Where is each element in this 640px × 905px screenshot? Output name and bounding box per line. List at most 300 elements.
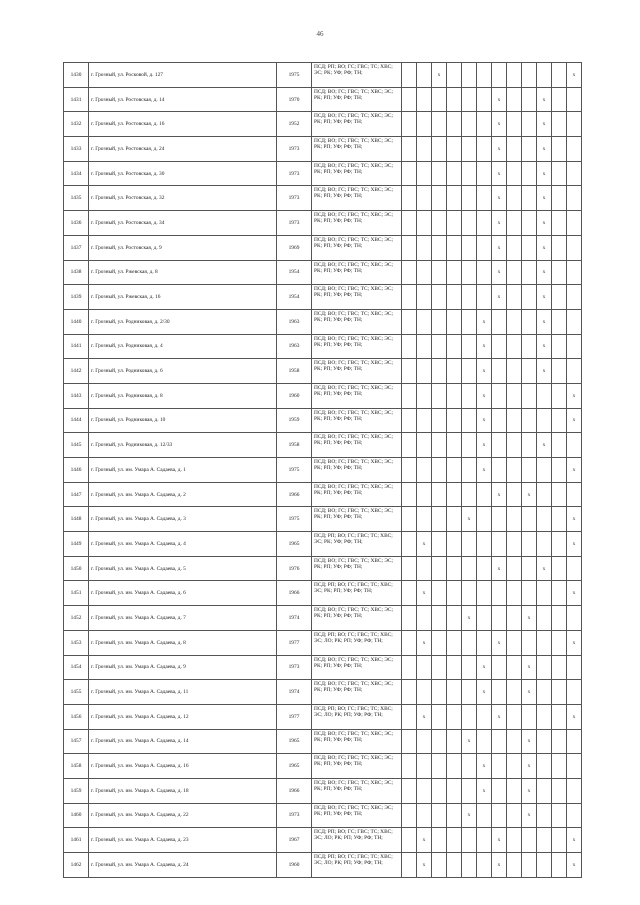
- mark-cell: [432, 458, 447, 483]
- mark-cell: [537, 606, 552, 631]
- mark-cell: [567, 359, 582, 384]
- mark-cell: [402, 556, 417, 581]
- mark-cell: [507, 803, 522, 828]
- address-cell: г. Грозный, ул. им. Умара А. Садаева, д. 18: [89, 778, 277, 803]
- mark-cell: [522, 458, 537, 483]
- mark-cell: х: [492, 211, 507, 236]
- mark-cell: [477, 532, 492, 557]
- systems-cell: ПСД; РП; ВО; ГС; ГВС; ТС; ХВС; ЭС; ЛО; РК; РП; УФ; РФ; ТН;: [312, 630, 402, 655]
- mark-cell: [432, 853, 447, 878]
- systems-cell: ПСД; РП; ВО; ГС; ГВС; ТС; ХВС; ЭС; ЛО; РК; РП; УФ; РФ; ТН;: [312, 853, 402, 878]
- mark-cell: [552, 803, 567, 828]
- mark-cell: х: [492, 285, 507, 310]
- mark-cell: [552, 828, 567, 853]
- mark-cell: [477, 828, 492, 853]
- mark-cell: [432, 828, 447, 853]
- mark-cell: х: [537, 359, 552, 384]
- mark-cell: [402, 532, 417, 557]
- mark-cell: [462, 186, 477, 211]
- address-cell: г. Грозный, ул. Родниковая, д. 2/30: [89, 309, 277, 334]
- mark-cell: [537, 655, 552, 680]
- mark-cell: х: [522, 803, 537, 828]
- mark-cell: [402, 458, 417, 483]
- mark-cell: [447, 754, 462, 779]
- mark-cell: [462, 260, 477, 285]
- mark-cell: [537, 532, 552, 557]
- mark-cell: [417, 63, 432, 88]
- mark-cell: [402, 408, 417, 433]
- mark-cell: [507, 235, 522, 260]
- mark-cell: х: [417, 704, 432, 729]
- table-row: [64, 606, 582, 631]
- mark-cell: х: [477, 433, 492, 458]
- mark-cell: [402, 137, 417, 162]
- mark-cell: [507, 458, 522, 483]
- mark-cell: х: [567, 581, 582, 606]
- mark-cell: [537, 729, 552, 754]
- mark-cell: [402, 778, 417, 803]
- mark-cell: [507, 87, 522, 112]
- mark-cell: х: [567, 408, 582, 433]
- mark-cell: [402, 482, 417, 507]
- address-cell: г. Грозный, ул. им. Умара А. Садаева, д. 2: [89, 482, 277, 507]
- mark-cell: [447, 482, 462, 507]
- mark-cell: х: [462, 507, 477, 532]
- mark-cell: [537, 482, 552, 507]
- mark-cell: [507, 112, 522, 137]
- mark-cell: [432, 285, 447, 310]
- table-row: [64, 556, 582, 581]
- mark-cell: [447, 359, 462, 384]
- mark-cell: [462, 630, 477, 655]
- table-row: [64, 680, 582, 705]
- mark-cell: [477, 606, 492, 631]
- address-cell: г. Грозный, ул. им. Умара А. Садаева, д. 3: [89, 507, 277, 532]
- mark-cell: х: [492, 87, 507, 112]
- mark-cell: х: [417, 853, 432, 878]
- mark-cell: [447, 655, 462, 680]
- mark-cell: [402, 828, 417, 853]
- mark-cell: [507, 853, 522, 878]
- mark-cell: х: [537, 87, 552, 112]
- mark-cell: [462, 408, 477, 433]
- mark-cell: [402, 803, 417, 828]
- mark-cell: [552, 853, 567, 878]
- mark-cell: [447, 803, 462, 828]
- mark-cell: х: [567, 630, 582, 655]
- mark-cell: [567, 211, 582, 236]
- mark-cell: [567, 433, 582, 458]
- mark-cell: [447, 285, 462, 310]
- table-row: [64, 458, 582, 483]
- mark-cell: х: [567, 828, 582, 853]
- systems-cell: ПСД; ВО; ГС; ГВС; ТС; ХВС; ЭС; РК; РП; УФ; РФ; ТН;: [312, 803, 402, 828]
- mark-cell: [447, 606, 462, 631]
- address-cell: г. Грозный, ул. Родниковая, д. 6: [89, 359, 277, 384]
- address-cell: г. Грозный, ул. Родниковая, д. 4: [89, 334, 277, 359]
- address-cell: г. Грозный, ул. им. Умара А. Садаева, д. 1: [89, 458, 277, 483]
- mark-cell: [447, 408, 462, 433]
- mark-cell: [507, 778, 522, 803]
- mark-cell: [432, 87, 447, 112]
- row-number-cell: 1452: [64, 606, 89, 631]
- table-row: [64, 309, 582, 334]
- table-row: [64, 383, 582, 408]
- mark-cell: х: [537, 433, 552, 458]
- address-cell: г. Грозный, ул. им. Умара А. Садаева, д. 9: [89, 655, 277, 680]
- mark-cell: [432, 383, 447, 408]
- systems-cell: ПСД; ВО; ГС; ГВС; ТС; ХВС; ЭС; РК; РП; УФ; РФ; ТН;: [312, 235, 402, 260]
- mark-cell: х: [537, 260, 552, 285]
- mark-cell: [432, 482, 447, 507]
- year-cell: 1974: [277, 680, 312, 705]
- mark-cell: [447, 235, 462, 260]
- row-number-cell: 1457: [64, 729, 89, 754]
- mark-cell: х: [522, 754, 537, 779]
- mark-cell: [522, 235, 537, 260]
- mark-cell: [402, 507, 417, 532]
- mark-cell: [432, 334, 447, 359]
- systems-cell: ПСД; ВО; ГС; ГВС; ТС; ХВС; ЭС; РК; РП; УФ; РФ; ТН;: [312, 112, 402, 137]
- mark-cell: х: [567, 507, 582, 532]
- mark-cell: [432, 309, 447, 334]
- mark-cell: [507, 309, 522, 334]
- mark-cell: [552, 359, 567, 384]
- mark-cell: [537, 458, 552, 483]
- mark-cell: [537, 704, 552, 729]
- mark-cell: [507, 482, 522, 507]
- mark-cell: х: [462, 803, 477, 828]
- mark-cell: [507, 704, 522, 729]
- table-row: [64, 778, 582, 803]
- mark-cell: [552, 309, 567, 334]
- row-number-cell: 1442: [64, 359, 89, 384]
- mark-cell: [537, 581, 552, 606]
- systems-cell: ПСД; ВО; ГС; ГВС; ТС; ХВС; ЭС; РК; РП; УФ; РФ; ТН;: [312, 482, 402, 507]
- mark-cell: [477, 581, 492, 606]
- mark-cell: [567, 161, 582, 186]
- mark-cell: х: [477, 383, 492, 408]
- mark-cell: [522, 532, 537, 557]
- mark-cell: [522, 211, 537, 236]
- mark-cell: [492, 458, 507, 483]
- mark-cell: [447, 630, 462, 655]
- row-number-cell: 1438: [64, 260, 89, 285]
- mark-cell: [522, 433, 537, 458]
- mark-cell: [537, 778, 552, 803]
- mark-cell: [417, 556, 432, 581]
- mark-cell: [402, 655, 417, 680]
- address-cell: г. Грозный, ул. Ростовская, д. 34: [89, 211, 277, 236]
- mark-cell: [477, 729, 492, 754]
- mark-cell: [537, 383, 552, 408]
- mark-cell: [417, 507, 432, 532]
- mark-cell: х: [477, 754, 492, 779]
- mark-cell: [522, 309, 537, 334]
- mark-cell: [462, 754, 477, 779]
- address-cell: г. Грозный, ул. им. Умара А. Садаева, д. 24: [89, 853, 277, 878]
- mark-cell: [537, 853, 552, 878]
- systems-cell: ПСД; ВО; ГС; ГВС; ТС; ХВС; ЭС; РК; РП; УФ; РФ; ТН;: [312, 729, 402, 754]
- table-row: [64, 754, 582, 779]
- address-cell: г. Грозный, ул. Родниковая, д. 8: [89, 383, 277, 408]
- mark-cell: [417, 458, 432, 483]
- systems-cell: ПСД; РП; ВО; ГС; ГВС; ТС; ХВС; ЭС; ЛО; РК; РП; УФ; РФ; ТН;: [312, 704, 402, 729]
- address-cell: г. Грозный, ул. Росковой, д. 127: [89, 63, 277, 88]
- systems-cell: ПСД; РП; ВО; ГС; ГВС; ТС; ХВС; ЭС; ЛО; РК; РП; УФ; РФ; ТН;: [312, 828, 402, 853]
- mark-cell: [522, 630, 537, 655]
- row-number-cell: 1431: [64, 87, 89, 112]
- row-number-cell: 1439: [64, 285, 89, 310]
- mark-cell: [477, 112, 492, 137]
- mark-cell: [462, 235, 477, 260]
- table-row: [64, 630, 582, 655]
- mark-cell: [552, 606, 567, 631]
- mark-cell: х: [417, 828, 432, 853]
- mark-cell: [567, 754, 582, 779]
- table-row: [64, 828, 582, 853]
- mark-cell: [537, 828, 552, 853]
- mark-cell: [477, 186, 492, 211]
- address-cell: г. Грозный, ул. им. Умара А. Садаева, д. 6: [89, 581, 277, 606]
- mark-cell: [432, 186, 447, 211]
- year-cell: 1970: [277, 87, 312, 112]
- mark-cell: [477, 63, 492, 88]
- mark-cell: х: [567, 853, 582, 878]
- mark-cell: [492, 729, 507, 754]
- mark-cell: х: [537, 211, 552, 236]
- mark-cell: [507, 581, 522, 606]
- year-cell: 1958: [277, 433, 312, 458]
- year-cell: 1966: [277, 482, 312, 507]
- mark-cell: х: [537, 309, 552, 334]
- mark-cell: [462, 853, 477, 878]
- mark-cell: [402, 606, 417, 631]
- mark-cell: [462, 458, 477, 483]
- mark-cell: х: [492, 630, 507, 655]
- mark-cell: [432, 408, 447, 433]
- mark-cell: [522, 186, 537, 211]
- systems-cell: ПСД; ВО; ГС; ГВС; ТС; ХВС; ЭС; РК; РП; УФ; РФ; ТН;: [312, 334, 402, 359]
- mark-cell: [477, 803, 492, 828]
- mark-cell: х: [567, 532, 582, 557]
- address-cell: г. Грозный, ул. им. Умара А. Садаева, д. 7: [89, 606, 277, 631]
- row-number-cell: 1436: [64, 211, 89, 236]
- address-cell: г. Грозный, ул. Ржевская, д. 8: [89, 260, 277, 285]
- mark-cell: [417, 309, 432, 334]
- systems-cell: ПСД; РП; ВО; ГС; ГВС; ТС; ХВС; ЭС; РК; РП; УФ; РФ; ТН;: [312, 581, 402, 606]
- year-cell: 1976: [277, 556, 312, 581]
- mark-cell: х: [567, 458, 582, 483]
- mark-cell: [447, 458, 462, 483]
- mark-cell: [507, 729, 522, 754]
- mark-cell: [462, 383, 477, 408]
- mark-cell: х: [492, 704, 507, 729]
- table-row: [64, 507, 582, 532]
- mark-cell: [417, 408, 432, 433]
- mark-cell: [447, 680, 462, 705]
- row-number-cell: 1456: [64, 704, 89, 729]
- systems-cell: ПСД; ВО; ГС; ГВС; ТС; ХВС; ЭС; РК; РП; УФ; РФ; ТН;: [312, 606, 402, 631]
- mark-cell: [552, 754, 567, 779]
- mark-cell: [492, 309, 507, 334]
- mark-cell: [552, 211, 567, 236]
- mark-cell: х: [432, 63, 447, 88]
- mark-cell: [552, 532, 567, 557]
- table-row: [64, 433, 582, 458]
- mark-cell: [522, 581, 537, 606]
- mark-cell: [567, 655, 582, 680]
- year-cell: 1973: [277, 161, 312, 186]
- row-number-cell: 1462: [64, 853, 89, 878]
- mark-cell: [462, 63, 477, 88]
- mark-cell: [462, 285, 477, 310]
- housing-registry-table: [63, 62, 582, 878]
- systems-cell: ПСД; РП; ВО; ГС; ГВС; ТС; ХВС; ЭС; РК; УФ; РФ; ТН;: [312, 532, 402, 557]
- mark-cell: [492, 507, 507, 532]
- row-number-cell: 1437: [64, 235, 89, 260]
- mark-cell: [462, 704, 477, 729]
- mark-cell: [477, 853, 492, 878]
- mark-cell: [522, 507, 537, 532]
- table-row: [64, 87, 582, 112]
- mark-cell: [507, 606, 522, 631]
- mark-cell: [537, 754, 552, 779]
- row-number-cell: 1455: [64, 680, 89, 705]
- year-cell: 1958: [277, 359, 312, 384]
- mark-cell: [417, 186, 432, 211]
- address-cell: г. Грозный, ул. им. Умара А. Садаева, д. 5: [89, 556, 277, 581]
- mark-cell: [507, 532, 522, 557]
- mark-cell: [417, 260, 432, 285]
- row-number-cell: 1459: [64, 778, 89, 803]
- mark-cell: х: [492, 186, 507, 211]
- mark-cell: [402, 161, 417, 186]
- mark-cell: [567, 778, 582, 803]
- mark-cell: [522, 260, 537, 285]
- mark-cell: [507, 680, 522, 705]
- mark-cell: [432, 556, 447, 581]
- mark-cell: [432, 161, 447, 186]
- mark-cell: х: [477, 408, 492, 433]
- mark-cell: [567, 87, 582, 112]
- address-cell: г. Грозный, ул. им. Умара А. Садаева, д. 12: [89, 704, 277, 729]
- mark-cell: [567, 803, 582, 828]
- mark-cell: х: [462, 729, 477, 754]
- mark-cell: [402, 112, 417, 137]
- mark-cell: х: [567, 704, 582, 729]
- address-cell: г. Грозный, ул. Ростовская, д. 30: [89, 161, 277, 186]
- mark-cell: х: [522, 482, 537, 507]
- mark-cell: [507, 828, 522, 853]
- systems-cell: ПСД; ВО; ГС; ГВС; ТС; ХВС; ЭС; РК; РП; УФ; РФ; ТН;: [312, 359, 402, 384]
- mark-cell: [537, 803, 552, 828]
- mark-cell: [477, 556, 492, 581]
- mark-cell: [552, 680, 567, 705]
- mark-cell: [402, 309, 417, 334]
- table-row: [64, 581, 582, 606]
- table-row: [64, 161, 582, 186]
- mark-cell: [522, 359, 537, 384]
- table-row: [64, 137, 582, 162]
- table-row: [64, 334, 582, 359]
- table-row: [64, 260, 582, 285]
- address-cell: г. Грозный, ул. им. Умара А. Садаева, д. 4: [89, 532, 277, 557]
- mark-cell: [552, 383, 567, 408]
- mark-cell: х: [462, 606, 477, 631]
- systems-cell: ПСД; ВО; ГС; ГВС; ТС; ХВС; ЭС; РК; РП; УФ; РФ; ТН;: [312, 87, 402, 112]
- row-number-cell: 1443: [64, 383, 89, 408]
- mark-cell: [432, 680, 447, 705]
- mark-cell: [417, 482, 432, 507]
- mark-cell: [447, 260, 462, 285]
- mark-cell: [477, 87, 492, 112]
- systems-cell: ПСД; ВО; ГС; ГВС; ТС; ХВС; ЭС; РК; РП; УФ; РФ; ТН;: [312, 383, 402, 408]
- mark-cell: [402, 285, 417, 310]
- systems-cell: ПСД; ВО; ГС; ГВС; ТС; ХВС; ЭС; РК; РП; УФ; РФ; ТН;: [312, 433, 402, 458]
- mark-cell: [402, 581, 417, 606]
- mark-cell: [432, 211, 447, 236]
- year-cell: 1963: [277, 309, 312, 334]
- mark-cell: х: [537, 285, 552, 310]
- mark-cell: [552, 87, 567, 112]
- table-row: [64, 704, 582, 729]
- row-number-cell: 1430: [64, 63, 89, 88]
- mark-cell: [447, 211, 462, 236]
- mark-cell: [432, 803, 447, 828]
- mark-cell: х: [492, 853, 507, 878]
- mark-cell: [552, 630, 567, 655]
- table-row: [64, 63, 582, 88]
- mark-cell: [552, 161, 567, 186]
- mark-cell: [432, 532, 447, 557]
- year-cell: 1975: [277, 63, 312, 88]
- mark-cell: х: [537, 161, 552, 186]
- mark-cell: [522, 63, 537, 88]
- mark-cell: [552, 507, 567, 532]
- address-cell: г. Грозный, ул. Родниковая, д. 12/33: [89, 433, 277, 458]
- row-number-cell: 1441: [64, 334, 89, 359]
- table-row: [64, 235, 582, 260]
- mark-cell: х: [522, 655, 537, 680]
- mark-cell: [567, 112, 582, 137]
- systems-cell: ПСД; ВО; ГС; ГВС; ТС; ХВС; ЭС; РК; РП; УФ; РФ; ТН;: [312, 161, 402, 186]
- systems-cell: ПСД; ВО; ГС; ГВС; ТС; ХВС; ЭС; РК; РП; УФ; РФ; ТН;: [312, 137, 402, 162]
- mark-cell: [522, 334, 537, 359]
- mark-cell: [477, 507, 492, 532]
- address-cell: г. Грозный, ул. им. Умара А. Садаева, д. 14: [89, 729, 277, 754]
- mark-cell: [522, 556, 537, 581]
- mark-cell: [432, 112, 447, 137]
- row-number-cell: 1458: [64, 754, 89, 779]
- mark-cell: [432, 137, 447, 162]
- mark-cell: [492, 383, 507, 408]
- mark-cell: [477, 630, 492, 655]
- mark-cell: [522, 137, 537, 162]
- mark-cell: [552, 556, 567, 581]
- systems-cell: ПСД; ВО; ГС; ГВС; ТС; ХВС; ЭС; РК; РП; УФ; РФ; ТН;: [312, 285, 402, 310]
- year-cell: 1973: [277, 137, 312, 162]
- mark-cell: [462, 334, 477, 359]
- systems-cell: ПСД; ВО; ГС; ГВС; ТС; ХВС; ЭС; РК; РП; УФ; РФ; ТН;: [312, 458, 402, 483]
- mark-cell: [477, 235, 492, 260]
- mark-cell: [432, 754, 447, 779]
- mark-cell: [537, 630, 552, 655]
- mark-cell: [417, 359, 432, 384]
- year-cell: 1960: [277, 383, 312, 408]
- mark-cell: [507, 507, 522, 532]
- mark-cell: [402, 729, 417, 754]
